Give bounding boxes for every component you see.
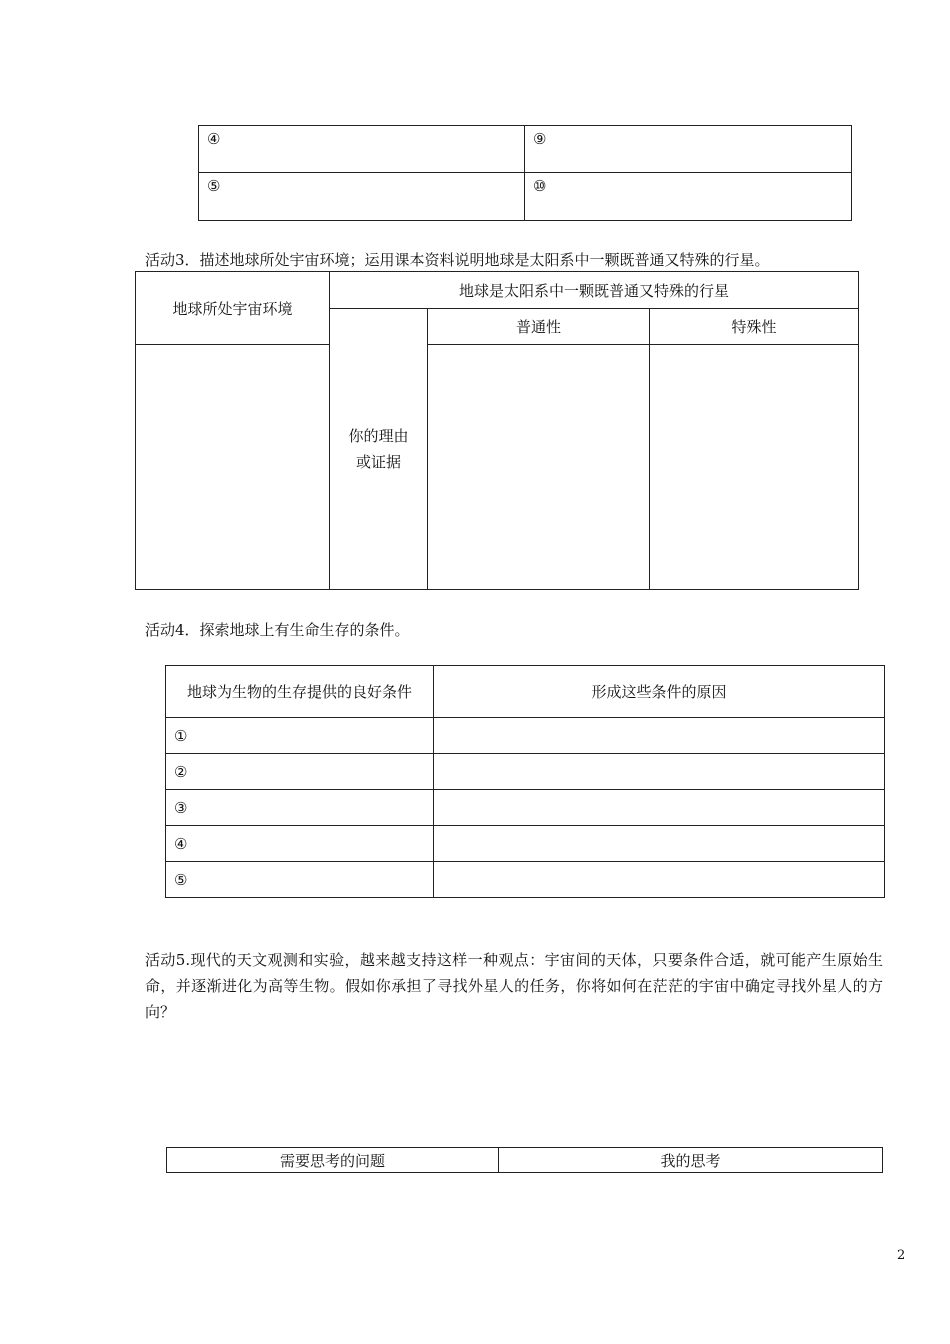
answer-cell-special[interactable] bbox=[650, 345, 859, 590]
answer-cell[interactable] bbox=[434, 862, 885, 898]
table-cell[interactable] bbox=[199, 173, 525, 221]
top-continuation-table bbox=[198, 125, 852, 221]
header-conditions-label: 地球为生物的生存提供的良好条件 bbox=[186, 682, 412, 701]
circled-number: ④ bbox=[207, 130, 221, 148]
table-cell[interactable] bbox=[199, 126, 525, 173]
answer-cell-common[interactable] bbox=[428, 345, 650, 590]
activity4-title: 活动4．探索地球上有生命生存的条件。 bbox=[145, 621, 410, 639]
activity4-table bbox=[165, 665, 885, 898]
circled-number: ③ bbox=[174, 798, 188, 817]
table-row-label[interactable] bbox=[166, 826, 434, 862]
header-reasons: 形成这些条件的原因 bbox=[434, 666, 885, 718]
table-row-label[interactable] bbox=[166, 718, 434, 754]
circled-number: ④ bbox=[174, 834, 188, 853]
circled-number: ⑤ bbox=[174, 870, 188, 889]
answer-cell[interactable] bbox=[434, 754, 885, 790]
header-question: 需要思考的问题 bbox=[167, 1148, 499, 1173]
circled-number: ⑩ bbox=[533, 177, 547, 195]
reason-cell bbox=[330, 309, 428, 590]
table-cell[interactable] bbox=[525, 173, 852, 221]
header-conditions bbox=[166, 666, 434, 718]
header-special: 特殊性 bbox=[650, 309, 859, 345]
reason-label-line1: 你的理由 bbox=[348, 427, 409, 445]
activity5-table bbox=[166, 1147, 883, 1173]
table-row-label[interactable] bbox=[166, 862, 434, 898]
answer-cell[interactable] bbox=[434, 826, 885, 862]
reason-label-line2: 或证据 bbox=[355, 453, 401, 471]
circled-number: ① bbox=[174, 726, 188, 745]
table-row-label[interactable] bbox=[166, 754, 434, 790]
header-common: 普通性 bbox=[428, 309, 650, 345]
header-env: 地球所处宇宙环境 bbox=[136, 272, 330, 345]
activity3-table bbox=[135, 271, 859, 590]
table-row-label[interactable] bbox=[166, 790, 434, 826]
answer-cell[interactable] bbox=[434, 718, 885, 754]
activity5-text: 活动5.现代的天文观测和实验，越来越支持这样一种观点：宇宙间的天体，只要条件合适，就可能产生原始生命，并逐渐进化为高等生物。假如你承担了寻找外星人的任务，你将如何在茫茫的宇宙中确定寻找外星人的方向？ bbox=[145, 951, 883, 1021]
circled-number: ② bbox=[174, 762, 188, 781]
header-thinking: 我的思考 bbox=[499, 1148, 883, 1173]
circled-number: ⑤ bbox=[207, 177, 221, 195]
circled-number: ⑨ bbox=[533, 130, 547, 148]
page-number: 2 bbox=[897, 1248, 906, 1263]
header-planet: 地球是太阳系中一颗既普通又特殊的行星 bbox=[330, 272, 859, 309]
answer-cell-env[interactable] bbox=[136, 345, 330, 590]
activity3-title: 活动3．描述地球所处宇宙环境；运用课本资料说明地球是太阳系中一颗既普通又特殊的行星。 bbox=[145, 251, 770, 269]
answer-cell[interactable] bbox=[434, 790, 885, 826]
table-cell[interactable] bbox=[525, 126, 852, 173]
